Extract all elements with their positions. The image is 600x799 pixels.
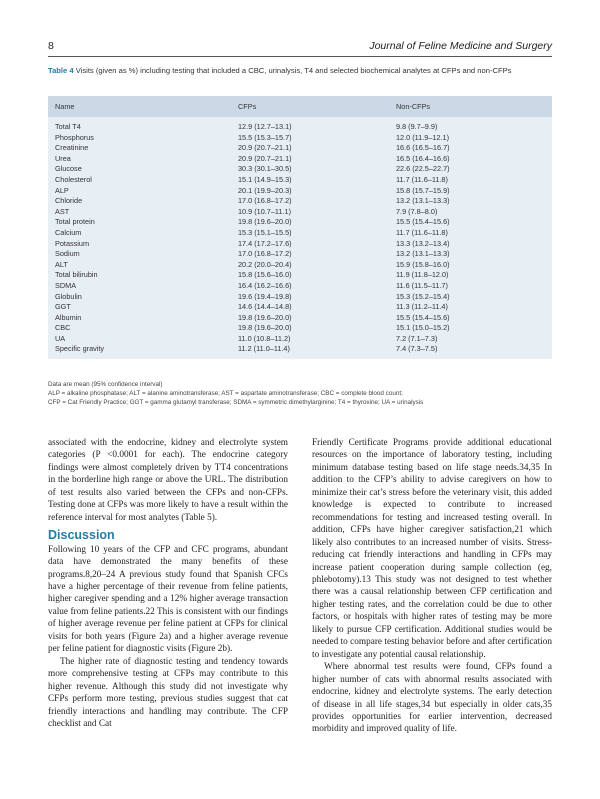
table-row [48, 301, 552, 312]
cell-name: ALP [55, 185, 69, 195]
paragraph: Where abnormal test results were found, CFPs found a higher number of cats with abnormal results associated with endocrine, kidney and electrolyte systems. The early detection of disease in all life stages,34 but especially in older cats,35 provides opportunities for earlier intervention, decreased morbidity and improved quality of life. [312, 662, 552, 735]
table-note: Data are mean (95% confidence interval) [48, 381, 163, 388]
header-name: Name [55, 102, 75, 111]
cell-name: Total protein [55, 217, 95, 227]
cell-cfps: 15.1 (14.9–15.3) [238, 174, 292, 184]
cell-cfps: 20.2 (20.0–20.4) [238, 259, 292, 269]
table-row [48, 185, 552, 196]
cell-cfps: 15.8 (15.6–16.0) [238, 270, 292, 280]
cell-cfps: 20.9 (20.7–21.1) [238, 153, 292, 163]
table-row [48, 291, 552, 302]
paragraph: The higher rate of diagnostic testing and tendency towards more comprehensive testing at CFPs may contribute to this higher revenue. Although this study did not investigate why CFPs perform more testing, previous studies suggest that cat friendly interactions and handling may contribute. The CFP checklist and Cat [48, 656, 288, 729]
table-caption-text: Visits (given as %) including testing that included a CBC, urinalysis, T4 and selected biochemical analytes at CFPs and non-CFPs [73, 66, 512, 75]
data-table [48, 96, 552, 359]
paragraph: associated with the endocrine, kidney and electrolyte system categories (P <0.0001 for each). The endocrine category findings were almost completely driven by TT4 concentrations in the borderline high range or above the URL. The distribution of test results also varied between the CFPs and non-CFPs. Testing done at CFPs was more likely to have a result within the reference interval for most analytes (Table 5). [48, 438, 288, 523]
table-header-row [48, 96, 552, 117]
cell-name: Total T4 [55, 122, 81, 131]
journal-title: Journal of Feline Medicine and Surgery [369, 40, 552, 52]
cell-non-cfps: 13.3 (13.2–13.4) [396, 238, 450, 248]
header-rule [48, 56, 552, 57]
cell-name: AST [55, 206, 70, 216]
table-body [48, 117, 552, 359]
cell-name: Potassium [55, 238, 90, 248]
table-row [48, 163, 552, 174]
table-row [48, 216, 552, 227]
cell-cfps: 15.3 (15.1–15.5) [238, 227, 292, 237]
right-column [312, 437, 552, 736]
cell-non-cfps: 13.2 (13.1–13.3) [396, 196, 450, 206]
cell-cfps: 10.9 (10.7–11.1) [238, 206, 292, 216]
table-note: CFP = Cat Friendly Practice; GGT = gamma glutamyl transferase; SDMA = symmetric dimethylarginine; T4 = thyroxine; UA = urinalysis [48, 399, 424, 407]
cell-non-cfps: 15.5 (15.4–15.6) [396, 312, 450, 322]
cell-non-cfps: 7.9 (7.8–8.0) [396, 206, 438, 216]
cell-cfps: 19.6 (19.4–19.8) [238, 291, 292, 301]
cell-name: Calcium [55, 227, 82, 237]
cell-name: Total bilirubin [55, 270, 98, 280]
cell-non-cfps: 15.8 (15.7–15.9) [396, 185, 450, 195]
cell-cfps: 19.8 (19.6–20.0) [238, 217, 292, 227]
cell-non-cfps: 11.7 (11.6–11.8) [396, 227, 448, 237]
cell-non-cfps: 7.2 (7.1–7.3) [396, 333, 438, 343]
cell-non-cfps: 22.6 (22.5–22.7) [396, 164, 450, 174]
cell-name: Cholesterol [55, 174, 92, 184]
cell-cfps: 20.1 (19.9–20.3) [238, 185, 292, 195]
table-row [48, 322, 552, 333]
table-row [48, 206, 552, 217]
table-row [48, 259, 552, 270]
cell-cfps: 17.0 (16.8–17.2) [238, 196, 292, 206]
cell-cfps: 12.9 (12.7–13.1) [238, 122, 292, 131]
cell-cfps: 15.5 (15.3–15.7) [238, 132, 292, 142]
running-header [48, 40, 552, 54]
table-row [48, 153, 552, 164]
table-row [48, 142, 552, 153]
cell-non-cfps: 15.5 (15.4–15.6) [396, 217, 450, 227]
left-column [48, 437, 288, 730]
cell-non-cfps: 11.6 (11.5–11.7) [396, 280, 448, 290]
cell-cfps: 14.6 (14.4–14.8) [238, 302, 292, 312]
cell-non-cfps: 15.3 (15.2–15.4) [396, 291, 450, 301]
table-label: Table 4 [48, 66, 74, 75]
cell-name: Sodium [55, 249, 80, 259]
cell-non-cfps: 13.2 (13.1–13.3) [396, 249, 450, 259]
table-row [48, 132, 552, 143]
cell-name: ALT [55, 259, 68, 269]
cell-cfps: 17.4 (17.2–17.6) [238, 238, 292, 248]
cell-non-cfps: 15.1 (15.0–15.2) [396, 323, 450, 333]
table-row [48, 121, 552, 132]
cell-name: SDMA [55, 280, 77, 290]
cell-cfps: 16.4 (16.2–16.6) [238, 280, 292, 290]
cell-name: GGT [55, 302, 71, 312]
cell-non-cfps: 16.6 (16.5–16.7) [396, 143, 450, 153]
table-row [48, 269, 552, 280]
table-caption [48, 66, 552, 77]
table-row [48, 312, 552, 323]
cell-non-cfps: 11.9 (11.8–12.0) [396, 270, 449, 280]
cell-name: Creatinine [55, 143, 89, 153]
table-row [48, 227, 552, 238]
table-row [48, 333, 552, 344]
cell-cfps: 20.9 (20.7–21.1) [238, 143, 292, 153]
cell-cfps: 17.0 (16.8–17.2) [238, 249, 292, 259]
cell-name: Glucose [55, 164, 82, 174]
table-row [48, 248, 552, 259]
cell-name: Specific gravity [55, 344, 105, 354]
table-notes [48, 380, 552, 408]
cell-cfps: 19.8 (19.6–20.0) [238, 323, 292, 333]
cell-name: Globulin [55, 291, 82, 301]
cell-cfps: 11.0 (10.8–11.2) [238, 333, 291, 343]
paragraph: Following 10 years of the CFP and CFC programs, abundant data have demonstrated the many benefits of these programs.8,20–24 A previous study found that Spanish CFCs have a higher percentage of their revenue from feline patients, higher caregiver spending and a 12% higher average transaction value from feline patients.22 This is consistent with our findings of higher average revenue per feline patient at CFPs for clinical visits for both years (Figure 2a) and a higher average revenue per feline patient for diagnostic visits (Figure 2b). [48, 544, 288, 655]
cell-cfps: 30.3 (30.1–30.5) [238, 164, 292, 174]
table-row [48, 195, 552, 206]
cell-non-cfps: 11.3 (11.2–11.4) [396, 302, 448, 312]
cell-cfps: 19.8 (19.6–20.0) [238, 312, 292, 322]
cell-non-cfps: 16.5 (16.4–16.6) [396, 153, 450, 163]
header-non-cfps: Non-CFPs [396, 102, 431, 111]
table-row [48, 174, 552, 185]
cell-non-cfps: 15.9 (15.8–16.0) [396, 259, 450, 269]
table-row [48, 280, 552, 291]
cell-name: CBC [55, 323, 71, 333]
cell-non-cfps: 12.0 (11.9–12.1) [396, 132, 450, 142]
cell-name: Phosphorus [55, 132, 94, 142]
header-cfps: CFPs [238, 102, 257, 111]
section-heading: Discussion [48, 528, 115, 543]
paragraph: Friendly Certificate Programs provide additional educational resources on the importance of laboratory testing, including minimum database testing based on life stage needs.34,35 In addition to the CFP’s ability to advise caregivers on how to minimize their cat’s stress before the veterinary visit, this added knowledge is expected to contribute to increased recommendations for testing and increased testing overall. In addition, CFPs have higher caregiver satisfaction,21 which likely also contributes to an increased number of visits. Stress-reducing cat friendly interactions and handling in CFPs may increase patient cooperation during sample collection (eg, phlebotomy).13 This study was not designed to test whether there was a causal relationship between CFP certification and higher testing rates, and the correlation could be due to other factors, or hospitals with higher rates of testing may be more likely to pursue CFP certification. Additional studies would be needed to compare testing behavior before and after certification to investigate any potential causal relationship. [312, 438, 552, 660]
cell-non-cfps: 7.4 (7.3–7.5) [396, 344, 438, 354]
cell-cfps: 11.2 (11.0–11.4) [238, 344, 290, 354]
cell-name: UA [55, 333, 66, 343]
cell-name: Urea [55, 153, 71, 163]
cell-name: Chloride [55, 196, 83, 206]
page-number: 8 [48, 40, 54, 52]
cell-non-cfps: 9.8 (9.7–9.9) [396, 122, 438, 131]
table-row [48, 238, 552, 249]
cell-non-cfps: 11.7 (11.6–11.8) [396, 174, 448, 184]
cell-name: Albumin [55, 312, 82, 322]
table-note: ALP = alkaline phosphatase; ALT = alanine aminotransferase; AST = aspartate aminotransferase; CBC = complete blood count; [48, 390, 403, 398]
table-row [48, 343, 552, 354]
